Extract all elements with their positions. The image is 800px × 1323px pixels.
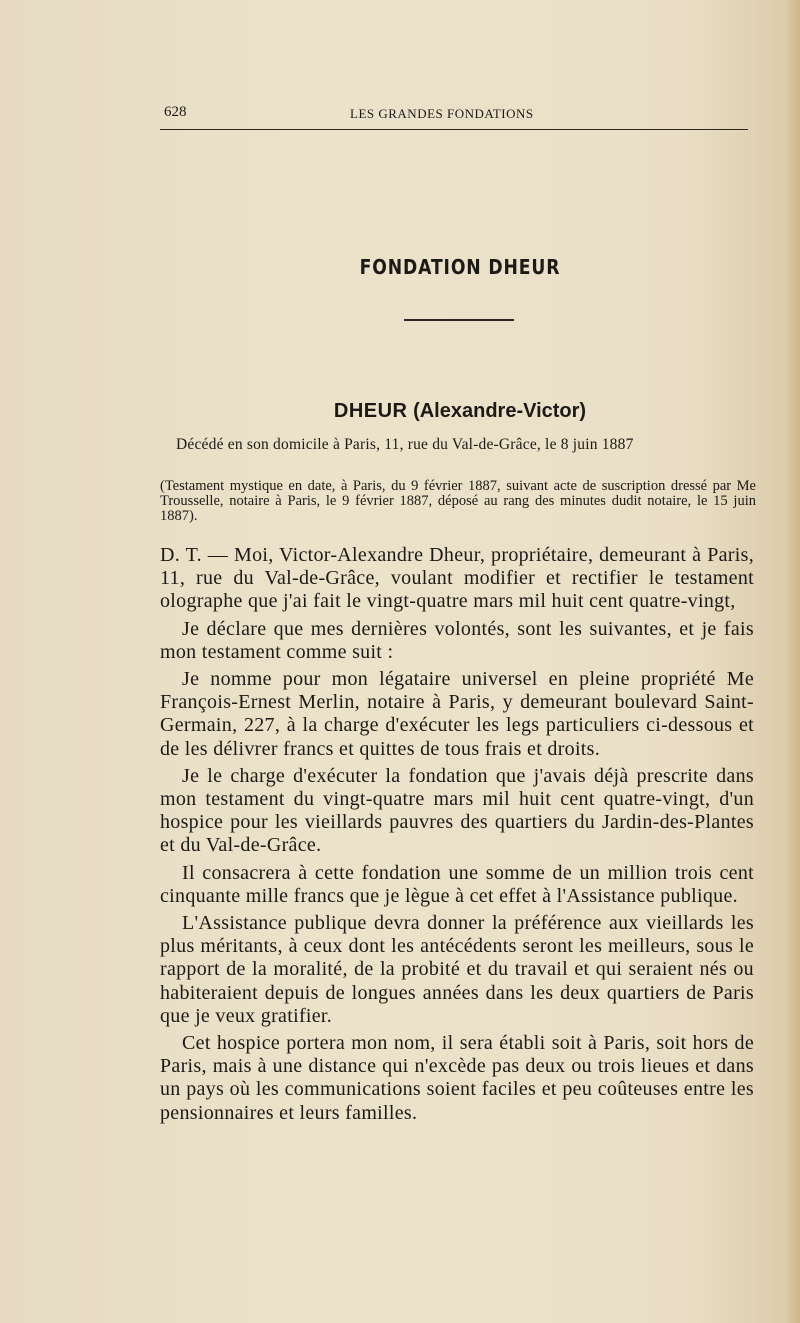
title-rule	[404, 319, 514, 321]
testator-given-names: (Alexandre-Victor)	[413, 400, 587, 422]
testator-surname: DHEUR	[333, 400, 408, 422]
paragraph: D. T. — Moi, Victor-Alexandre Dheur, propriétaire, demeurant à Paris, 11, rue du Val-de-Grâce, voulant modifier et rectifier le testament olographe que j'ai fait le vingt-quatre mars mil huit cent quatre-vingt,	[160, 544, 754, 613]
page-edge-shadow	[786, 0, 800, 1323]
paragraph: Cet hospice portera mon nom, il sera établi soit à Paris, soit hors de Paris, mais à une distance qui n'excède pas deux ou trois lieues et dans un pays où les communications soient faciles et peu coûteuses entre les pensionnaires et leurs familles.	[160, 1032, 754, 1124]
paragraph: Je nomme pour mon légataire universel en pleine propriété Me François-Ernest Merlin, notaire à Paris, y demeurant boulevard Saint-Germain, 227, à la charge d'exécuter les legs particuliers ci-dessous et de les délivrer francs et quittes de tous frais et droits.	[160, 668, 754, 760]
header-rule	[160, 129, 748, 130]
paragraph: Je déclare que mes dernières volontés, sont les suivantes, et je fais mon testament comme suit :	[160, 617, 754, 663]
running-title: LES GRANDES FONDATIONS	[350, 106, 534, 121]
paragraph: L'Assistance publique devra donner la préférence aux vieillards les plus méritants, à ceux dont les antécédents seront les meilleurs, sous le rapport de la moralité, de la probité et du travail et qui seraient nés ou habiteraient depuis de longues années dans les deux quartiers de Paris que je veux gratifier.	[160, 912, 754, 1027]
page-number: 628	[164, 104, 187, 120]
paragraph: Il consacrera à cette fondation une somme de un million trois cent cinquante mille francs que je lègue à cet effet à l'Assistance publique.	[160, 861, 754, 907]
section-title: FONDATION DHEUR	[359, 255, 561, 279]
testator-name	[0, 400, 800, 423]
testament-body	[160, 544, 754, 1129]
paragraph: Je le charge d'exécuter la fondation que j'avais déjà prescrite dans mon testament du vingt-quatre mars mil huit cent quatre-vingt, d'un hospice pour les vieillards pauvres des quartiers du Jardin-des-Plantes et du Val-de-Grâce.	[160, 764, 754, 857]
testament-note: (Testament mystique en date, à Paris, du 9 février 1887, suivant acte de suscription dressé par Me Trousselle, notaire à Paris, le 9 février 1887, déposé au rang des minutes dudit notaire, le 15 juin 1887).	[160, 478, 756, 524]
death-notice: Décédé en son domicile à Paris, 11, rue du Val-de-Grâce, le 8 juin 1887	[176, 436, 634, 453]
page-header	[160, 104, 750, 126]
